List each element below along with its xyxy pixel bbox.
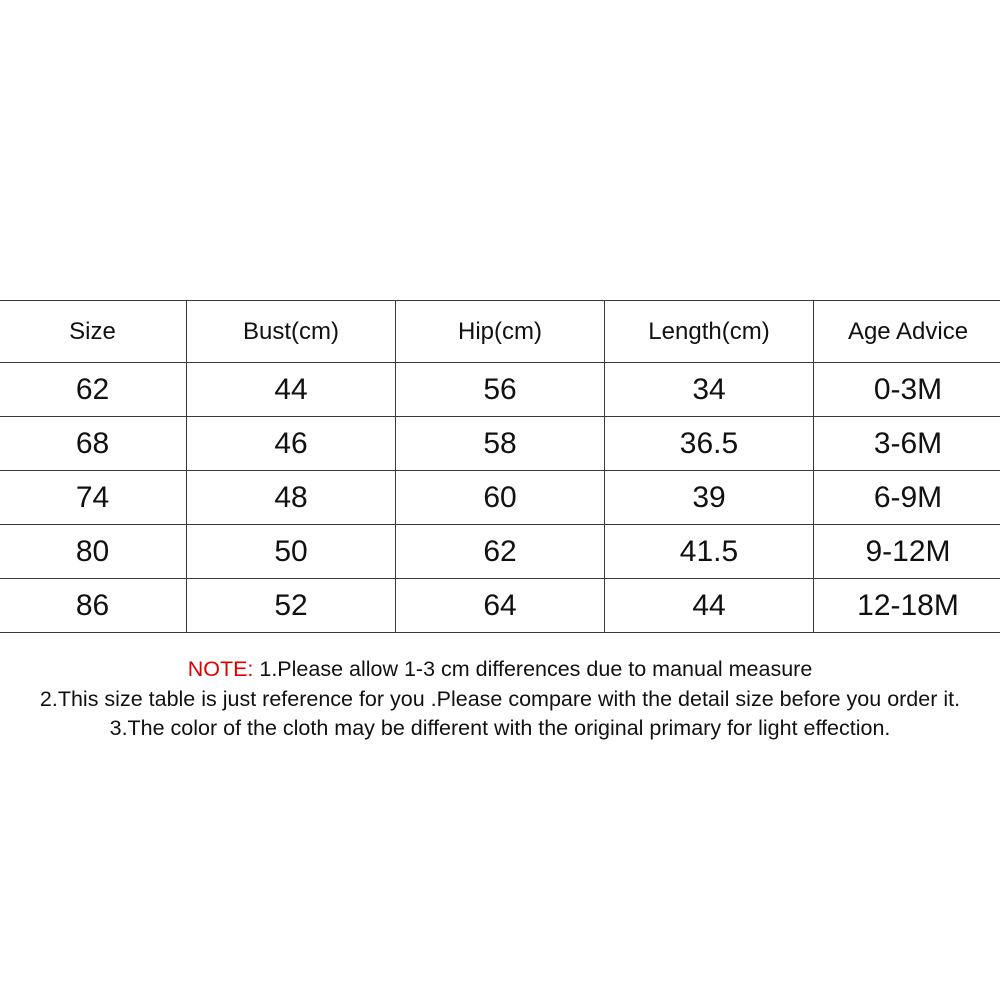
cell-hip: 62: [396, 525, 605, 579]
cell-bust: 46: [187, 417, 396, 471]
cell-length: 36.5: [605, 417, 814, 471]
cell-size: 80: [0, 525, 187, 579]
table-row: [0, 471, 1000, 525]
cell-length: 44: [605, 579, 814, 633]
cell-size: 68: [0, 417, 187, 471]
cell-size: 74: [0, 471, 187, 525]
table-row: [0, 417, 1000, 471]
table-row: [0, 525, 1000, 579]
note-line-2: 2.This size table is just reference for you .Please compare with the detail size before you order it.: [39, 686, 961, 711]
cell-hip: 56: [396, 363, 605, 417]
cell-hip: 58: [396, 417, 605, 471]
cell-length: 34: [605, 363, 814, 417]
cell-bust: 44: [187, 363, 396, 417]
cell-age-advice: 6-9M: [814, 471, 1000, 525]
cell-bust: 52: [187, 579, 396, 633]
cell-size: 62: [0, 363, 187, 417]
cell-age-advice: 3-6M: [814, 417, 1000, 471]
cell-age-advice: 9-12M: [814, 525, 1000, 579]
header-bust: Bust(cm): [187, 301, 396, 363]
table-row: [0, 363, 1000, 417]
cell-length: 39: [605, 471, 814, 525]
header-length: Length(cm): [605, 301, 814, 363]
cell-hip: 64: [396, 579, 605, 633]
header-hip: Hip(cm): [396, 301, 605, 363]
header-size: Size: [0, 301, 187, 363]
note-line-1: [0, 655, 1000, 685]
cell-age-advice: 12-18M: [814, 579, 1000, 633]
note-line-3: 3.The color of the cloth may be different with the original primary for light effection.: [109, 716, 891, 740]
header-age-advice: Age Advice: [814, 301, 1000, 363]
note-prefix: NOTE:: [187, 657, 254, 681]
size-note: [0, 655, 1000, 744]
cell-length: 41.5: [605, 525, 814, 579]
cell-bust: 50: [187, 525, 396, 579]
table-row: [0, 579, 1000, 633]
cell-size: 86: [0, 579, 187, 633]
cell-hip: 60: [396, 471, 605, 525]
note-line-1-text: 1.Please allow 1-3 cm differences due to manual measure: [253, 657, 813, 681]
size-table: [0, 300, 1000, 633]
cell-bust: 48: [187, 471, 396, 525]
cell-age-advice: 0-3M: [814, 363, 1000, 417]
table-header-row: [0, 301, 1000, 363]
